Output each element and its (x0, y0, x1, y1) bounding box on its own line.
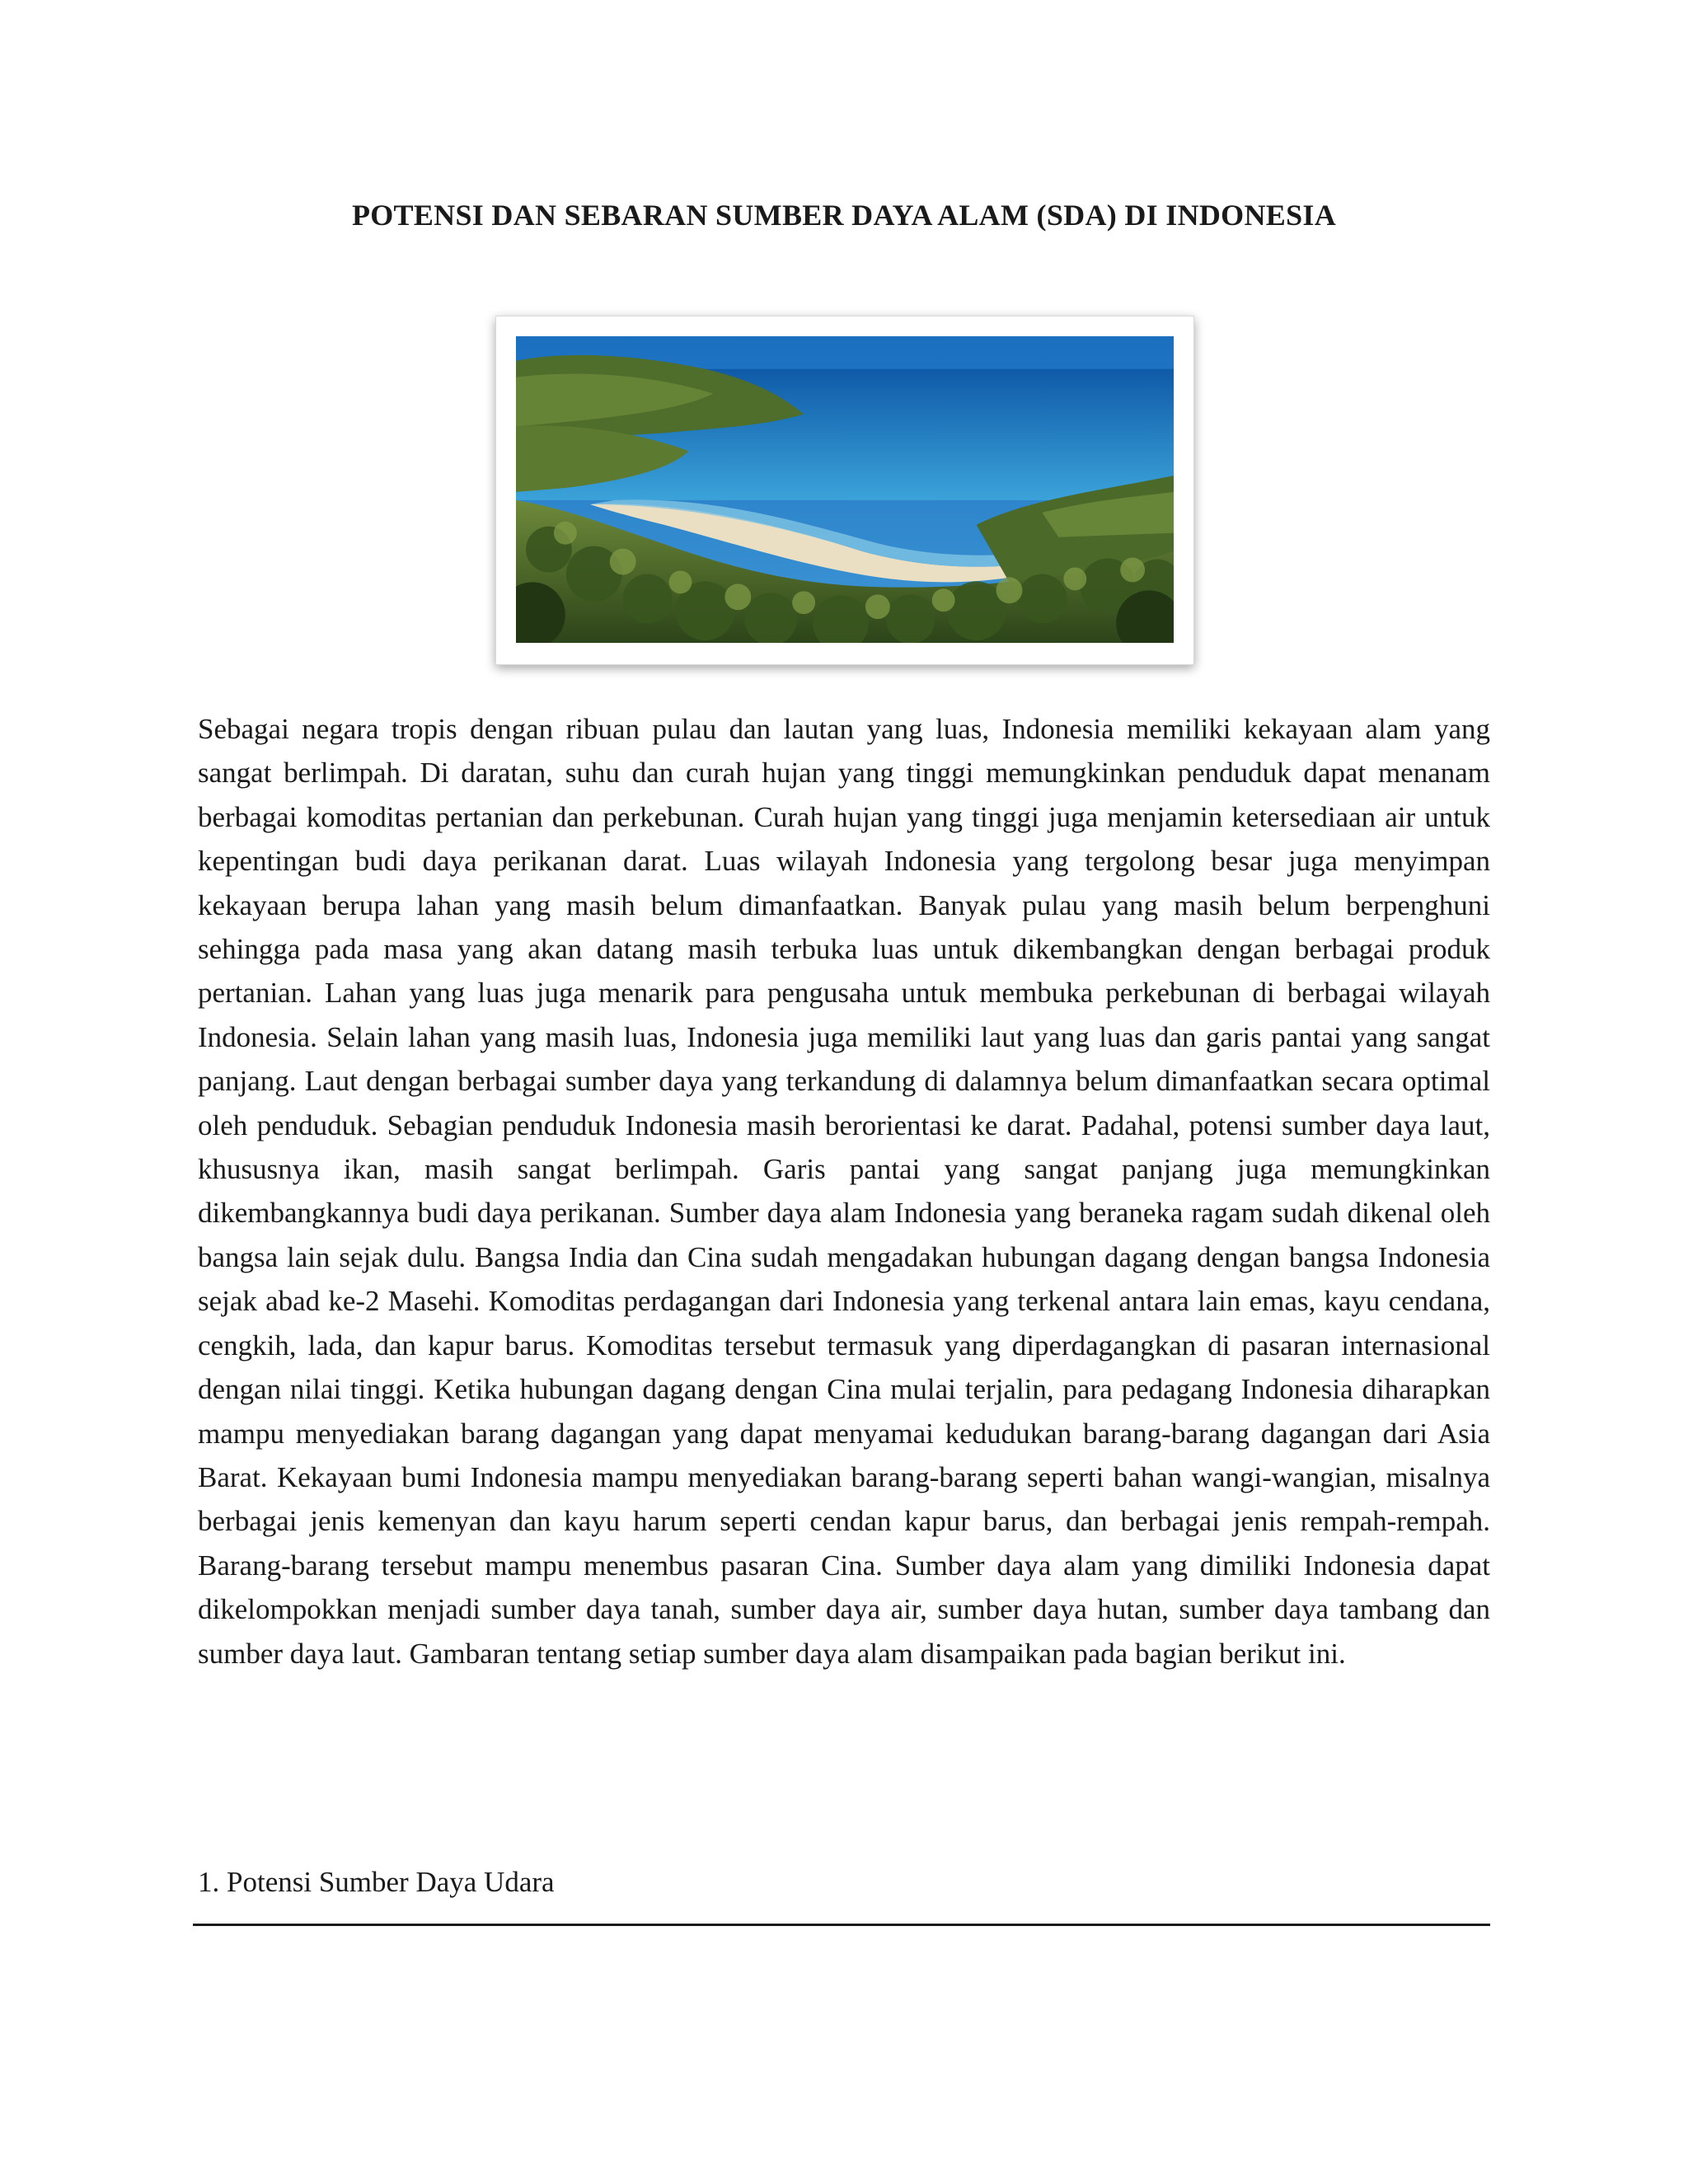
horizontal-divider (193, 1924, 1490, 1926)
body-paragraph: Sebagai negara tropis dengan ribuan pulau dan lautan yang luas, Indonesia memiliki kekayaan alam yang sangat berlimpah. Di daratan, suhu dan curah hujan yang tinggi memungkinkan penduduk dapat menanam berbagai komoditas pertanian dan perkebunan. Curah hujan yang tinggi juga menjamin ketersediaan air untuk kepentingan budi daya perikanan darat. Luas wilayah Indonesia yang tergolong besar juga menyimpan kekayaan berupa lahan yang masih belum dimanfaatkan. Banyak pulau yang masih belum berpenghuni sehingga pada masa yang akan datang masih terbuka luas untuk dikembangkan dengan berbagai produk pertanian. Lahan yang luas juga menarik para pengusaha untuk membuka perkebunan di berbagai wilayah Indonesia. Selain lahan yang masih luas, Indonesia juga memiliki laut yang luas dan garis pantai yang sangat panjang. Laut dengan berbagai sumber daya yang terkandung di dalamnya belum dimanfaatkan secara optimal oleh penduduk. Sebagian penduduk Indonesia masih berorientasi ke darat. Padahal, potensi sumber daya laut, khususnya ikan, masih sangat berlimpah. Garis pantai yang sangat panjang juga memungkinkan dikembangkannya budi daya perikanan. Sumber daya alam Indonesia yang beraneka ragam sudah dikenal oleh bangsa lain sejak dulu. Bangsa India dan Cina sudah mengadakan hubungan dagang dengan bangsa Indonesia sejak abad ke-2 Masehi. Komoditas perdagangan dari Indonesia yang terkenal antara lain emas, kayu cendana, cengkih, lada, dan kapur barus. Komoditas tersebut termasuk yang diperdagangkan di pasaran internasional dengan nilai tinggi. Ketika hubungan dagang dengan Cina mulai terjalin, para pedagang Indonesia diharapkan mampu menyediakan barang dagangan yang dapat menyamai kedudukan barang-barang dagangan dari Asia Barat. Kekayaan bumi Indonesia mampu menyediakan barang-barang seperti bahan wangi-wangian, misalnya berbagai jenis kemenyan dan kayu harum seperti cendan kapur barus, dan berbagai jenis rempah-rempah. Barang-barang tersebut mampu menembus pasaran Cina. Sumber daya alam yang dimiliki Indonesia dapat dikelompokkan menjadi sumber daya tanah, sumber daya air, sumber daya hutan, sumber daya tambang dan sumber daya laut. Gambaran tentang setiap sumber daya alam disampaikan pada bagian berikut ini. (198, 713, 1490, 1670)
coastal-bay-photo-icon (516, 336, 1174, 643)
page-title: POTENSI DAN SEBARAN SUMBER DAYA ALAM (SDA) DI INDONESIA (351, 199, 1337, 232)
section-heading: 1. Potensi Sumber Daya Udara (198, 1866, 555, 1898)
coastal-bay-photo (495, 316, 1194, 665)
